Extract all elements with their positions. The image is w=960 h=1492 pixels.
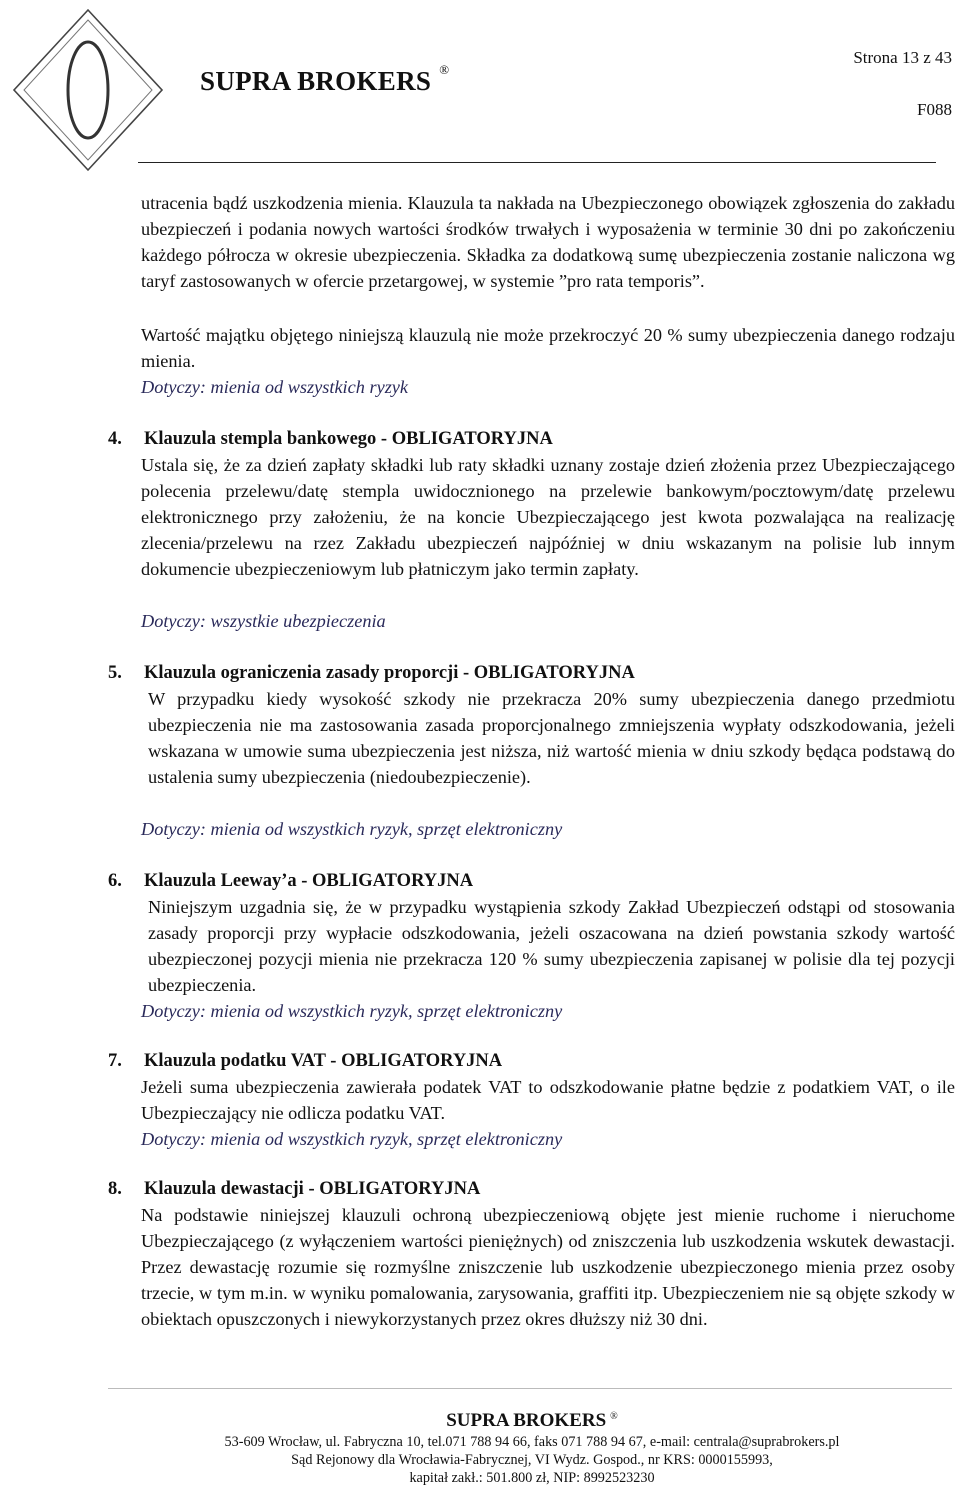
clause-7-applies-note: Dotyczy: mienia od wszystkich ryzyk, sprzęt elektroniczny: [141, 1129, 563, 1149]
company-logo: [8, 4, 168, 176]
footer-court: Sąd Rejonowy dla Wrocławia-Fabrycznej, VI Wydz. Gospod., nr KRS: 0000155993,: [291, 1452, 773, 1468]
page-number: Strona 13 z 43: [853, 48, 952, 67]
clause-8-heading: 8. Klauzula dewastacji - OBLIGATORYJNA: [108, 1179, 481, 1199]
footer-divider: [108, 1388, 952, 1389]
clause-6-heading: 6. Klauzula Leeway’a - OBLIGATORYJNA: [108, 871, 474, 891]
clause-8-body: Na podstawie niniejszej klauzuli ochroną ubezpieczeniową objęte jest mienie ruchome i nieruchome Ubezpieczającego (z wyłączeniem wartości pieniężnych) od zniszczenia lub uszkodzenia wskutek dewastacji. Przez dewastację rozumie się rozmyślne zniszczenie lub uszkodzenie ubezpieczonego mienia przez osoby trzecie, w tym m.in. w wyniku pomalowania, zarysowania, graffiti itp. Ubezpieczeniem nie są objęte szkody w obiektach opuszczonych i niewykorzystanych przez okres dłuższy niż 30 dni.: [141, 1205, 955, 1329]
footer-address: 53-609 Wrocław, ul. Fabryczna 10, tel.071 788 94 66, faks 071 788 94 67, e-mail: centrala@suprabrokers.pl: [224, 1434, 840, 1450]
clause-7-heading: 7. Klauzula podatku VAT - OBLIGATORYJNA: [108, 1051, 503, 1071]
clause-5-body: W przypadku kiedy wysokość szkody nie przekracza 20% sumy ubezpieczenia danego przedmiotu ubezpieczenia nie ma zastosowania zasada proporcjonalnego zmniejszenia wypłaty odszkodowania, jeżeli wskazana w umowie suma ubezpieczenia jest niższa, niż wartość mienia w dniu szkody będąca podstawą do ustalenia sumy ubezpieczenia (niedoubezpieczenie).: [148, 689, 955, 787]
clause-4-applies-note: Dotyczy: wszystkie ubezpieczenia: [141, 611, 386, 631]
header-divider: [138, 162, 936, 163]
form-code: F088: [917, 100, 952, 119]
clause-5-heading: 5. Klauzula ograniczenia zasady proporcji - OBLIGATORYJNA: [108, 663, 635, 683]
footer-capital: kapitał zakł.: 501.800 zł, NIP: 8992523230: [409, 1470, 655, 1486]
intro-applies-note: Dotyczy: mienia od wszystkich ryzyk: [141, 377, 409, 397]
intro-paragraph: utracenia bądź uszkodzenia mienia. Klauzula ta nakłada na Ubezpieczonego obowiązek zgłoszenia do zakładu ubezpieczeń i podania nowych wartości środków trwałych i wyposażenia w terminie 30 dni po zakończeniu każdego półrocza w okresie ubezpieczenia. Składka za dodatkową sumę ubezpieczenia zostanie naliczona wg taryf zastosowanych w ofercie przetargowej, w systemie ”pro rata temporis”.: [141, 193, 955, 291]
header-brand: SUPRA BROKERS ®: [200, 62, 450, 96]
footer-brand: SUPRA BROKERS ®: [446, 1410, 618, 1431]
clause-4-heading: 4. Klauzula stempla bankowego - OBLIGATORYJNA: [108, 429, 553, 449]
clause-7-body: Jeżeli suma ubezpieczenia zawierała podatek VAT to odszkodowanie płatne będzie z podatkiem VAT, o ile Ubezpieczający nie odlicza podatku VAT.: [141, 1077, 955, 1123]
clause-4-body: Ustala się, że za dzień zapłaty składki lub raty składki uznany zostaje dzień złożenia przez Ubezpieczającego polecenia przelewu/datę stempla uwidocznionego na przelewie bankowym/pocztowym/datę przelewu elektronicznego przy założeniu, że na koncie Ubezpieczającego jest kwota pozwalająca na realizację zlecenia/przelewu na rzez Zakładu ubezpieczeń najpóźniej w dniu wskazanym na polisie lub innym dokumencie ubezpieczeniowym lub płatniczym jako termin zapłaty.: [141, 455, 955, 579]
clause-6-applies-note: Dotyczy: mienia od wszystkich ryzyk, sprzęt elektroniczny: [141, 1001, 563, 1021]
clause-5-applies-note: Dotyczy: mienia od wszystkich ryzyk, sprzęt elektroniczny: [141, 819, 563, 839]
intro-limit-paragraph: Wartość majątku objętego niniejszą klauzulą nie może przekroczyć 20 % sumy ubezpieczenia danego rodzaju mienia.: [141, 325, 955, 371]
clause-6-body: Niniejszym uzgadnia się, że w przypadku wystąpienia szkody Zakład Ubezpieczeń odstąpi od stosowania zasady proporcji przy wypłacie odszkodowania, jeżeli oszacowana na dzień powstania szkody wartość ubezpieczonej pozycji mienia nie przekracza 120 % sumy ubezpieczenia zapisanej w polisie dla tej pozycji ubezpieczenia.: [148, 897, 955, 995]
